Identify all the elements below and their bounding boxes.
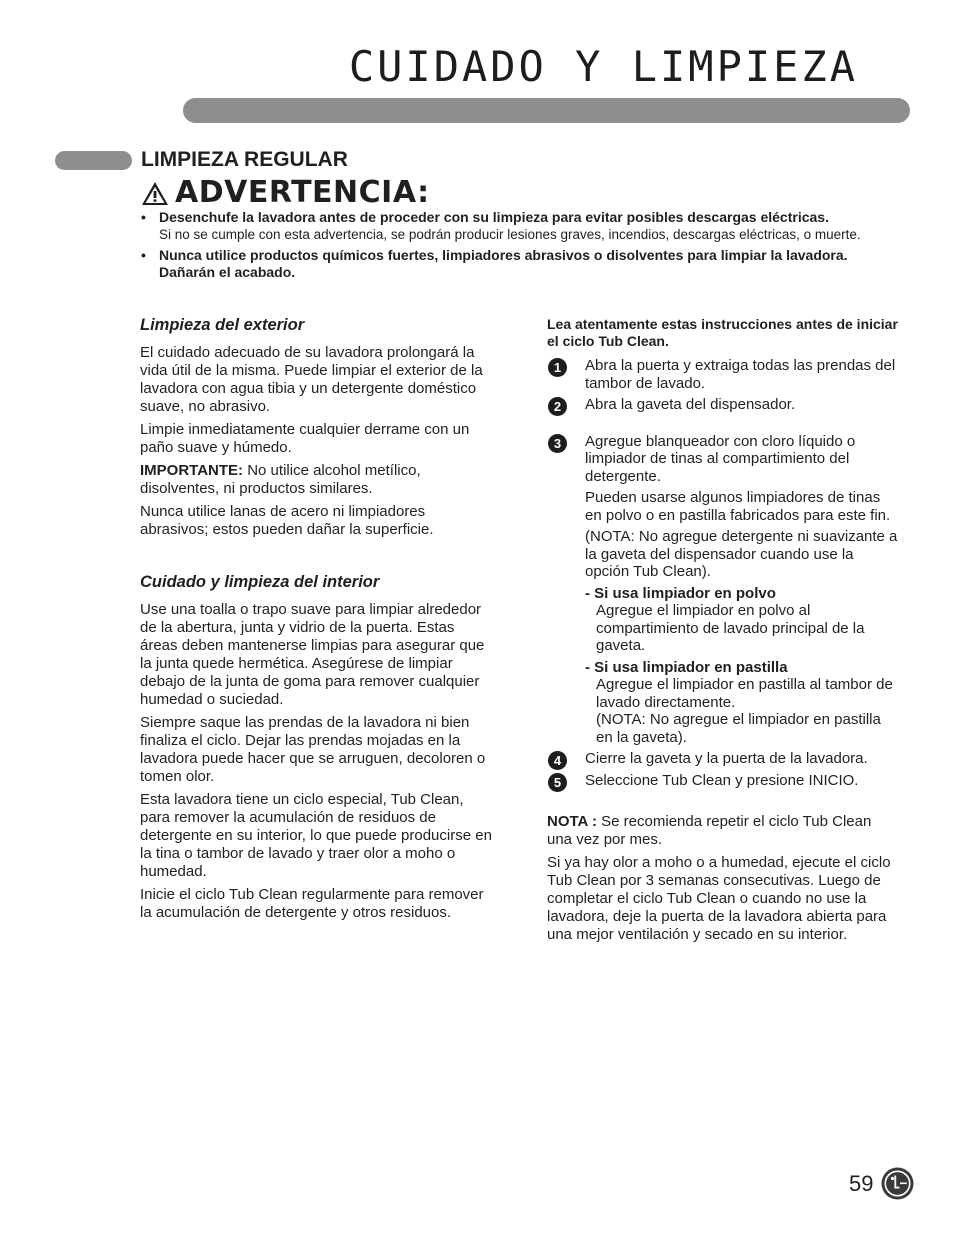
tablet-note: (NOTA: No agregue el limpiador en pastilla en la gaveta). [596, 711, 881, 746]
step-1 [547, 357, 899, 392]
tablet-option [585, 659, 899, 747]
note-text: Se recomienda repetir el ciclo Tub Clean una vez por mes. [547, 813, 872, 848]
tubclean-final: Si ya hay olor a moho o a humedad, ejecute el ciclo Tub Clean por 3 semanas consecutivas. Luego de completar el ciclo Tub Clean o cuando no use la lavadora, deje la puerta de la lavadora abierta para una mejor ventilación y secado en su interior. [547, 854, 891, 943]
tubclean-intro: Lea atentamente estas instrucciones antes de iniciar el ciclo Tub Clean. [547, 316, 898, 349]
exterior-important [140, 462, 492, 498]
powder-option [585, 585, 899, 655]
lg-logo-icon [881, 1167, 914, 1200]
step-text: Agregue blanqueador con cloro líquido o limpiador de tinas al compartimiento del detergente. [585, 432, 856, 485]
step-number-badge: 2 [548, 397, 567, 416]
warning-item-bold: Desenchufe la lavadora antes de proceder con su limpieza para evitar posibles descargas eléctricas. [159, 209, 829, 225]
interior-paragraph: Inicie el ciclo Tub Clean regularmente para remover la acumulación de detergente y otros residuos. [140, 886, 484, 921]
title-bar [183, 98, 910, 123]
step-text: Cierre la gaveta y la puerta de la lavadora. [585, 750, 868, 767]
note-label: NOTA : [547, 813, 597, 830]
step-2 [547, 396, 899, 414]
exterior-paragraph: El cuidado adecuado de su lavadora prolongará la vida útil de la misma. Puede limpiar el exterior de la lavadora con agua tibia y un detergente doméstico suave, no abrasivo. [140, 344, 483, 415]
step-text: Abra la puerta y extraiga todas las prendas del tambor de lavado. [585, 357, 896, 392]
warning-header [141, 176, 430, 210]
warning-list [141, 209, 901, 285]
important-label: IMPORTANTE: [140, 462, 244, 479]
warning-title: ADVERTENCIA: [175, 175, 430, 210]
tablet-label: - Si usa limpiador en pastilla [585, 658, 788, 676]
interior-paragraph: Use una toalla o trapo suave para limpiar alrededor de la abertura, junta y vidrio de la puerta. Estas áreas deben mantenerse limpias para asegurar que la junta quede hermética. Asegúrese de limpiar debajo de la junta de goma para remover cualquier humedad o suciedad. [140, 601, 485, 708]
warning-item-text: Si no se cumple con esta advertencia, se podrán producir lesiones graves, incendios, descargas eléctricas, o muerte. [159, 227, 861, 242]
section-pill [55, 151, 132, 170]
section-title: LIMPIEZA REGULAR [141, 148, 348, 171]
step-text: Abra la gaveta del dispensador. [585, 396, 796, 413]
interior-heading: Cuidado y limpieza del interior [140, 573, 380, 591]
tubclean-note [547, 813, 899, 849]
warning-item [141, 209, 901, 243]
step-note: (NOTA: No agregue detergente ni suavizante a la gaveta del dispensador cuando use la opción Tub Clean). [585, 528, 898, 580]
exterior-paragraph: Limpie inmediatamente cualquier derrame con un paño suave y húmedo. [140, 421, 470, 456]
step-number-badge: 1 [548, 358, 567, 377]
spacer [140, 544, 492, 572]
exterior-heading: Limpieza del exterior [140, 316, 305, 334]
tablet-text: Agregue el limpiador en pastilla al tambor de lavado directamente. [596, 676, 893, 711]
exterior-paragraph: Nunca utilice lanas de acero ni limpiadores abrasivos; estos pueden dañar la superficie. [140, 503, 434, 538]
interior-paragraph: Esta lavadora tiene un ciclo especial, Tub Clean, para remover la acumulación de residuos de detergente en su interior, lo que puede producirse en la tina o tambor de lavado y traer olor a moho o humedad. [140, 791, 492, 880]
warning-item [141, 247, 901, 281]
warning-triangle-icon [141, 181, 169, 206]
powder-label: - Si usa limpiador en polvo [585, 584, 776, 602]
important-text: No utilice alcohol metílico, disolventes, ni productos similares. [140, 462, 421, 497]
page-number: 59 [849, 1171, 874, 1196]
page-title: CUIDADO Y LIMPIEZA [348, 42, 858, 91]
bullet: • [141, 209, 146, 225]
step-text: Seleccione Tub Clean y presione INICIO. [585, 771, 859, 789]
interior-paragraph: Siempre saque las prendas de la lavadora ni bien finaliza el ciclo. Dejar las prendas mojadas en la lavadora puede hacer que se arruguen, decoloren o tomen olor. [140, 714, 486, 785]
bullet: • [141, 247, 146, 263]
step-number-badge: 3 [548, 434, 567, 453]
right-column [547, 316, 899, 949]
step-5 [547, 772, 899, 790]
powder-text: Agregue el limpiador en polvo al compartimiento de lavado principal de la gaveta. [596, 602, 865, 654]
left-column [140, 315, 492, 927]
step-text: Pueden usarse algunos limpiadores de tinas en polvo o en pastilla fabricados para este fin. [585, 489, 891, 524]
warning-item-bold: Nunca utilice productos químicos fuertes, limpiadores abrasivos o disolventes para limpiar la lavadora. Dañarán el acabado. [159, 247, 848, 280]
step-number-badge: 4 [548, 751, 567, 770]
step-number-badge: 5 [548, 773, 567, 792]
step-3 [547, 433, 899, 747]
step-4 [547, 750, 899, 768]
